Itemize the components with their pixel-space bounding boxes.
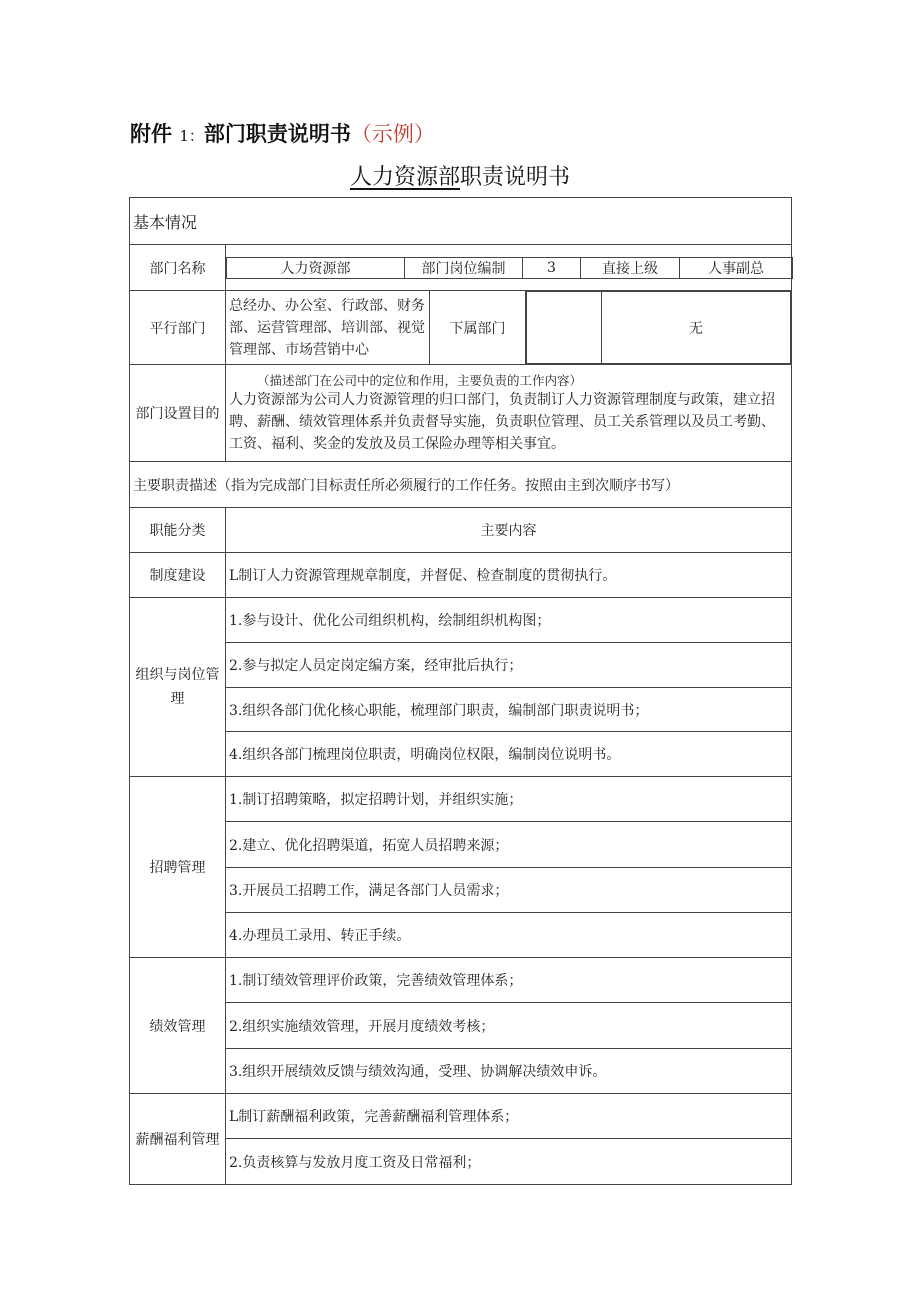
duty-item: L制订人力资源管理规章制度，并督促、检查制度的贯彻执行。 (226, 553, 792, 598)
superior-value: 人事副总 (680, 257, 793, 278)
duties-section: 主要职责描述（指为完成部门目标责任所必须履行的工作任务。按照由主到次顺序书写） (130, 462, 792, 508)
category-recruitment: 招聘管理 (130, 777, 226, 958)
responsibility-table (129, 197, 792, 1185)
dept-info-row (226, 245, 792, 291)
headcount-value: 3 (523, 257, 581, 278)
document-title (0, 160, 920, 191)
content-column-header: 主要内容 (226, 508, 792, 553)
purpose-cell (226, 365, 792, 462)
attachment-heading (130, 118, 435, 148)
sub-dept-value: 无 (602, 292, 791, 364)
duty-item: 3.开展员工招聘工作，满足各部门人员需求； (226, 868, 792, 913)
purpose-hint: （描述部门在公司中的定位和作用，主要负责的工作内容） (257, 373, 583, 388)
duty-item: 4.办理员工录用、转正手续。 (226, 913, 792, 958)
title-dept: 人力资源部 (349, 165, 460, 190)
purpose-text: 人力资源部为公司人力资源管理的归口部门，负责制订人力资源管理制度与政策，建立招聘、薪酬、绩效管理体系并负责督导实施，负责职位管理、员工关系管理以及员工考勤、工资、福利、奖金的发放及员工保险办理等相关事宜。 (229, 392, 775, 452)
duty-item: 2.建立、优化招聘渠道，拓宽人员招聘来源； (226, 822, 792, 868)
superior-label: 直接上级 (581, 257, 680, 278)
category-column-header: 职能分类 (130, 508, 226, 553)
title-rest: 职责说明书 (460, 165, 571, 190)
attachment-note: （示例） (350, 122, 435, 146)
duty-item: 2.负责核算与发放月度工资及日常福利； (226, 1139, 792, 1185)
category-compensation: 薪酬福利管理 (130, 1094, 226, 1185)
purpose-label: 部门设置目的 (130, 365, 226, 462)
dept-name-value: 人力资源部 (227, 257, 405, 278)
basic-info-section: 基本情况 (130, 198, 792, 245)
attachment-prefix: 附件 (130, 122, 172, 146)
duty-item: 1.制订招聘策略，拟定招聘计划，并组织实施； (226, 777, 792, 822)
duty-item: L制订薪酬福利政策，完善薪酬福利管理体系； (226, 1094, 792, 1139)
sub-dept-label: 下属部门 (430, 291, 526, 365)
duty-item: 1.参与设计、优化公司组织机构，绘制组织机构图； (226, 598, 792, 643)
headcount-label: 部门岗位编制 (405, 257, 523, 278)
duty-item: 4.组织各部门梳理岗位职责，明确岗位权限，编制岗位说明书。 (226, 732, 792, 777)
duty-item: 3.组织开展绩效反馈与绩效沟通，受理、协调解决绩效申诉。 (226, 1049, 792, 1094)
parallel-dept-label: 平行部门 (130, 291, 226, 365)
category-org-position: 组织与岗位管理 (130, 598, 226, 777)
category-performance: 绩效管理 (130, 958, 226, 1094)
attachment-number: 1： (179, 127, 204, 145)
category-system-building: 制度建设 (130, 553, 226, 598)
duty-item: 1.制订绩效管理评价政策，完善绩效管理体系； (226, 958, 792, 1003)
attachment-title: 部门职责说明书 (203, 122, 351, 146)
duty-item: 3.组织各部门优化核心职能，梳理部门职责，编制部门职责说明书； (226, 688, 792, 732)
duty-item: 2.参与拟定人员定岗定编方案，经审批后执行； (226, 643, 792, 688)
duty-item: 2.组织实施绩效管理，开展月度绩效考核； (226, 1003, 792, 1049)
parallel-dept-value: 总经办、办公室、行政部、财务部、运营管理部、培训部、视觉管理部、市场营销中心 (226, 291, 430, 365)
dept-name-label: 部门名称 (130, 245, 226, 291)
sub-dept-cell (526, 291, 792, 365)
